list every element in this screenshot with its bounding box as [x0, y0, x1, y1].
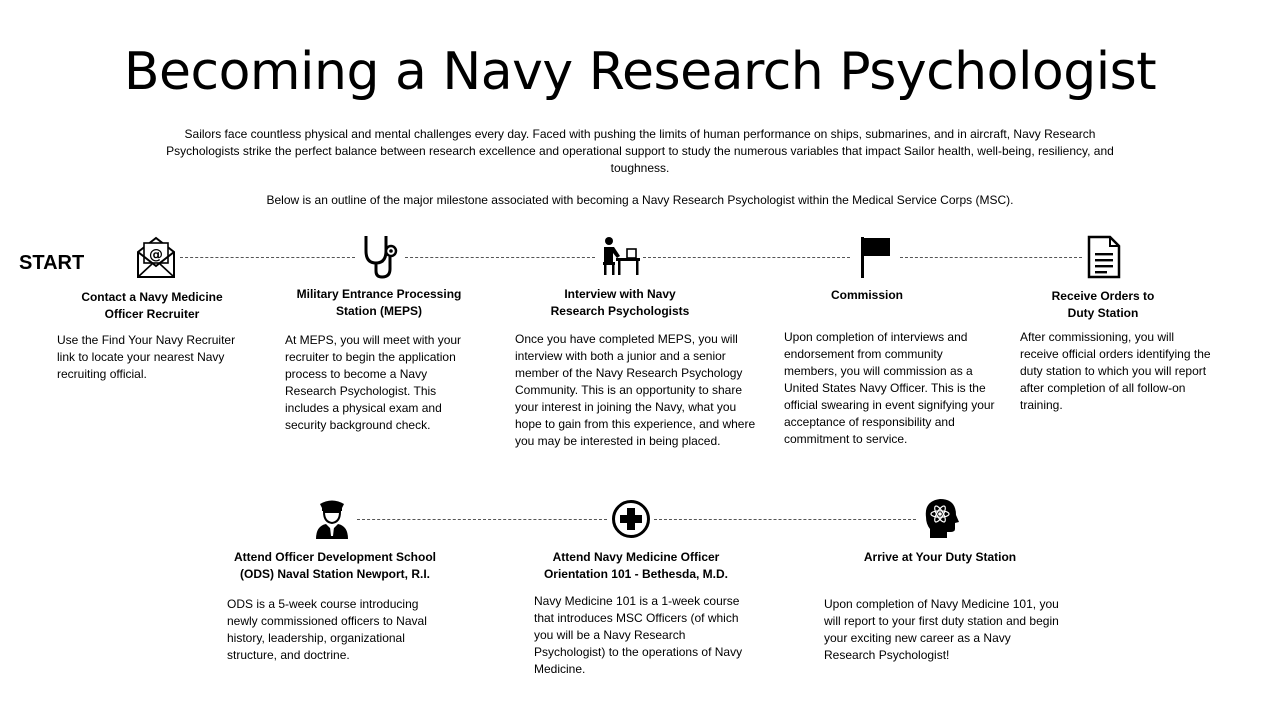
step-heading-commission: Commission [830, 288, 903, 302]
stethoscope-icon [360, 233, 400, 279]
step-desc-commission: Upon completion of interviews and endorsement from community members, you will commission as a United States Navy Officer. This is the official swearing in event signifying your acceptance of responsibility and commitment to service. [784, 330, 995, 446]
medical-cross-icon [611, 499, 651, 539]
step-desc-ods: ODS is a 5-week course introducing newly commissioned officers to Naval history, leadership, organizational structure, and doctrine. [227, 597, 427, 662]
step-desc-meps: At MEPS, you will meet with your recruiter to begin the application process to become a Navy Research Psychologist. This includes a physical exam and security background check. [285, 333, 462, 432]
connector-line [405, 257, 595, 258]
svg-text:@: @ [149, 247, 163, 263]
intro-paragraph: Sailors face countless physical and mental challenges every day. Faced with pushing the limits of human performance on ships, submarines, and in aircraft, Navy Research Psychologists strike the perfect balance between research excellence and operational support to study the numerous variables that impact Sailor health, well-being, resiliency, and toughness. [166, 127, 1114, 175]
step-desc-duty-station: Upon completion of Navy Medicine 101, you will report to your first duty station and begin your exciting new career as a Navy Research Psychologist! [824, 597, 1059, 662]
connector-line [643, 257, 850, 258]
start-label: START [19, 252, 85, 274]
envelope-at-icon [134, 234, 178, 280]
connector-line [357, 519, 607, 520]
step-heading-interview: Interview with Navy Research Psychologists [550, 287, 690, 318]
step-desc-interview: Once you have completed MEPS, you will interview with both a junior and a senior member of the Navy Research Psychology Community. This is an opportunity to share your interest in joining the Navy, what you hope to gain from this experience, and where you may be interested in being placed. [515, 332, 756, 448]
step-desc-orientation: Navy Medicine 101 is a 1-week course that introduces MSC Officers (of which you will be a Navy Research Psychologist) to the operations of Navy Medicine. [534, 594, 743, 676]
step-heading-recruiter: Contact a Navy Medicine Officer Recruiter [81, 290, 223, 321]
step-heading-orders: Receive Orders to Duty Station [1051, 289, 1155, 320]
officer-icon [314, 498, 350, 540]
step-heading-meps: Military Entrance Processing Station (MEPS) [296, 287, 462, 318]
step-heading-ods: Attend Officer Development School (ODS) Naval Station Newport, R.I. [233, 550, 437, 581]
step-desc-recruiter: Use the Find Your Navy Recruiter link to locate your nearest Navy recruiting official. [57, 333, 236, 381]
flag-icon [859, 235, 893, 279]
interview-desk-icon [600, 236, 642, 276]
brain-atom-icon [920, 497, 960, 539]
outline-sentence: Below is an outline of the major milestone associated with becoming a Navy Research Psychologist within the Medical Service Corps (MSC). [266, 193, 1014, 207]
step-heading-duty-station: Arrive at Your Duty Station [863, 550, 1017, 564]
connector-line [654, 519, 916, 520]
connector-line [900, 257, 1082, 258]
page-title: Becoming a Navy Research Psychologist [123, 42, 1157, 102]
connector-line [180, 257, 355, 258]
document-icon [1086, 235, 1122, 279]
step-desc-orders: After commissioning, you will receive official orders identifying the duty station to which you will report after completion of all follow-on training. [1020, 330, 1211, 412]
step-heading-orientation: Attend Navy Medicine Officer Orientation 101 - Bethesda, M.D. [543, 550, 729, 581]
